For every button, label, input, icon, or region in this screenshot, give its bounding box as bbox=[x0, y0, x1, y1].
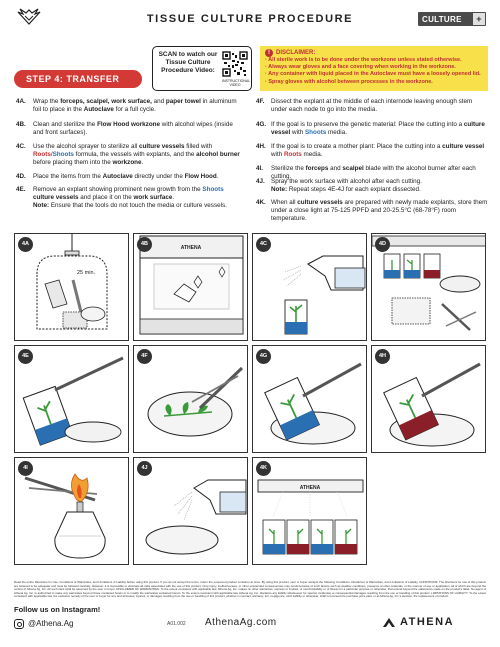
step-number: 4B. bbox=[16, 121, 26, 128]
step-text: Wrap the forceps, scalpel, work surface, and paper towel in aluminum foil to place in the Autoclave for a full cycle. bbox=[33, 98, 237, 113]
step-number: 4C. bbox=[16, 143, 26, 150]
athena-logo-icon bbox=[382, 617, 396, 628]
athena-brand: ATHENA bbox=[400, 616, 455, 628]
disclaimer-line: · All sterile work is to be done under the workzone unless stated otherwise. bbox=[265, 57, 462, 63]
step-text: Remove an explant showing prominent new growth from the Shoots culture vessels and place it on the work surface. Note: Ensure that the tools do not touch the media or culture vessels. bbox=[33, 186, 227, 209]
panel-4j bbox=[133, 457, 248, 565]
scan-text: SCAN to watch our Tissue Culture Procedure Video: bbox=[158, 51, 218, 74]
remove-explant-illustration bbox=[15, 346, 129, 453]
panel-4f bbox=[133, 345, 248, 453]
step-number: 4K. bbox=[256, 199, 266, 206]
disclaimer-line: · Any container with liquid placed in the Autoclave must have a loosely opened lid. bbox=[265, 71, 481, 78]
instagram-handle-link[interactable]: @Athena.Ag bbox=[28, 619, 74, 628]
panel-4e bbox=[14, 345, 129, 453]
items-under-flow-hood-illustration bbox=[372, 234, 486, 341]
panel-tag: 4G bbox=[256, 349, 271, 364]
flow-hood-cleaning-illustration bbox=[134, 234, 248, 341]
follow-instagram-text: Follow us on Instagram! bbox=[14, 605, 101, 614]
panel-tag: 4E bbox=[18, 349, 33, 364]
plus-icon: + bbox=[473, 13, 485, 25]
step-number: 4I. bbox=[256, 165, 264, 172]
step-number: 4D. bbox=[16, 173, 26, 180]
panel-4k bbox=[252, 457, 367, 565]
spray-work-surface-illustration bbox=[134, 458, 248, 565]
panel-4d bbox=[371, 233, 486, 341]
step-number: 4A. bbox=[16, 98, 26, 105]
panel-4a bbox=[14, 233, 129, 341]
alcohol-burner-sterilize-illustration bbox=[15, 458, 129, 565]
website-link[interactable]: AthenaAg.com bbox=[205, 617, 277, 628]
step-number: 4E. bbox=[16, 186, 26, 193]
hood-brand: ATHENA bbox=[180, 245, 202, 251]
step-banner: STEP 4: TRANSFER bbox=[14, 70, 142, 88]
warning-icon: ! bbox=[265, 49, 273, 57]
panel-4h bbox=[371, 345, 486, 453]
panel-tag: 4F bbox=[137, 349, 152, 364]
step-text: Sterilize the forceps and scalpel blade with the alcohol burner after each cutting. bbox=[271, 165, 476, 180]
step-text: If the goal is to create a mother plant: Place the cutting into a culture vessel with Roots media. bbox=[271, 143, 485, 158]
legal-fineprint: Read the entire Directions for Use, Conditions of Warranties, and Limitations of Liability before using this product. If you do not accept the terms, return the unopened product container at once. By using this product, user or buyer accepts the following Conditions, Disclaimer of Warranties, and Limitations of Liability. CONDITIONS: The directions for use of this product are believed to be adequate and must be followed carefully. However, it is impossible to eliminate all risks associated with the use of this product. Crop injury, ineffectiveness, or other unintended consequences may result because of such factors such as weather conditions, presence of other materials, or the manner of use or application, all of which are beyond the control of Athena Ag, Inc. All such risks shall be assumed by the user or buyer. DISCLAIMER OF WARRANTIES: To the extent consistent with applicable law, Athena Ag, Inc. makes no other warranties, express or implied, of merchantability or of fitness for a particular purpose or otherwise, that extend beyond the statements made on the product's label. No agent of Athena Ag, Inc. is authorized to make any warranties beyond those contained herein or to modify the warranties contained herein. To the extent consistent with applicable law, Athena Ag, Inc. disclaims any liability whatsoever for special, incidental, or consequential damages resulting from the use or handling of this product. LIMITATIONS OF LIABILITY: To the extent consistent with applicable law, the exclusive remedy of the user or buyer for any and all losses, injuries, or damages resulting from the use or handling of this product, whether in contract, warranty, tort, negligence, strict liability or otherwise, shall not exceed the purchase price paid, or at Athena Ag, Inc.'s election, the replacement of product. bbox=[14, 580, 486, 599]
page-title: TISSUE CULTURE PROCEDURE bbox=[146, 13, 354, 25]
panel-tag: 4J bbox=[137, 461, 152, 476]
store-vessels-under-light-illustration bbox=[253, 458, 367, 565]
step-number: 4H. bbox=[256, 143, 266, 150]
panel-tag: 4H bbox=[375, 349, 390, 364]
document-code: A01.002 bbox=[167, 621, 186, 627]
qr-label: INSTRUCTIONAL VIDEO bbox=[222, 79, 251, 87]
instagram-icon[interactable] bbox=[14, 619, 24, 629]
spray-vessels-illustration bbox=[253, 234, 367, 341]
panel-tag: 4I bbox=[18, 461, 33, 476]
step-text: If the goal is to preserve the genetic material: Place the cutting into a culture vessel with Shoots media. bbox=[271, 121, 485, 136]
panel-tag: 4C bbox=[256, 237, 271, 252]
panel-tag: 4A bbox=[18, 237, 33, 252]
light-brand: ATHENA bbox=[299, 485, 321, 491]
step-text: When all culture vessels are prepared with newly made explants, store them under a close light at 75-125 PPFD and 20-25.5°C (68-78°F) room temperature. bbox=[271, 199, 488, 222]
place-cutting-roots-illustration bbox=[372, 346, 486, 453]
panel-tag: 4B bbox=[137, 237, 152, 252]
step-text: Place the items from the Autoclave directly under the Flow Hood. bbox=[33, 173, 219, 180]
disclaimer-line: · Always wear gloves and a face covering when working in the workzone. bbox=[265, 64, 456, 71]
disclaimer-title-text: DISCLAIMER: bbox=[276, 50, 316, 56]
step-number: 4G. bbox=[256, 121, 267, 128]
culture-badge-label: CULTURE bbox=[422, 14, 462, 24]
panel-tag: 4K bbox=[256, 461, 271, 476]
step-number: 4J. bbox=[256, 178, 265, 185]
disclaimer-line: · Spray gloves with alcohol between processes in the workzone. bbox=[265, 78, 433, 85]
instructions-right bbox=[0, 0, 500, 230]
step-number: 4F. bbox=[256, 98, 265, 105]
panel-4b bbox=[133, 233, 248, 341]
panel-4c bbox=[252, 233, 367, 341]
dissect-explant-illustration bbox=[134, 346, 248, 453]
step-text: Spray the work surface with alcohol after each cutting. Note: Repeat steps 4E-4J for each explant dissected. bbox=[271, 178, 422, 193]
place-cutting-shoots-illustration bbox=[253, 346, 367, 453]
autoclave-wrapped-tools-illustration bbox=[15, 234, 129, 341]
timer-label: 25 min. bbox=[77, 270, 96, 276]
panel-4g bbox=[252, 345, 367, 453]
step-text: Use the alcohol sprayer to sterilize all culture vessels filled with Roots/Shoots formula, the vessels with explants, and the alcohol burner before placing them into the workzone. bbox=[33, 143, 240, 166]
panel-4i bbox=[14, 457, 129, 565]
step-text: Clean and sterilize the Flow Hood workzone with alcohol wipes (inside and front surfaces). bbox=[33, 121, 233, 136]
step-text: Dissect the explant at the middle of each internode leaving enough stem under each node to go into the media. bbox=[271, 98, 473, 113]
panel-tag: 4D bbox=[375, 237, 390, 252]
